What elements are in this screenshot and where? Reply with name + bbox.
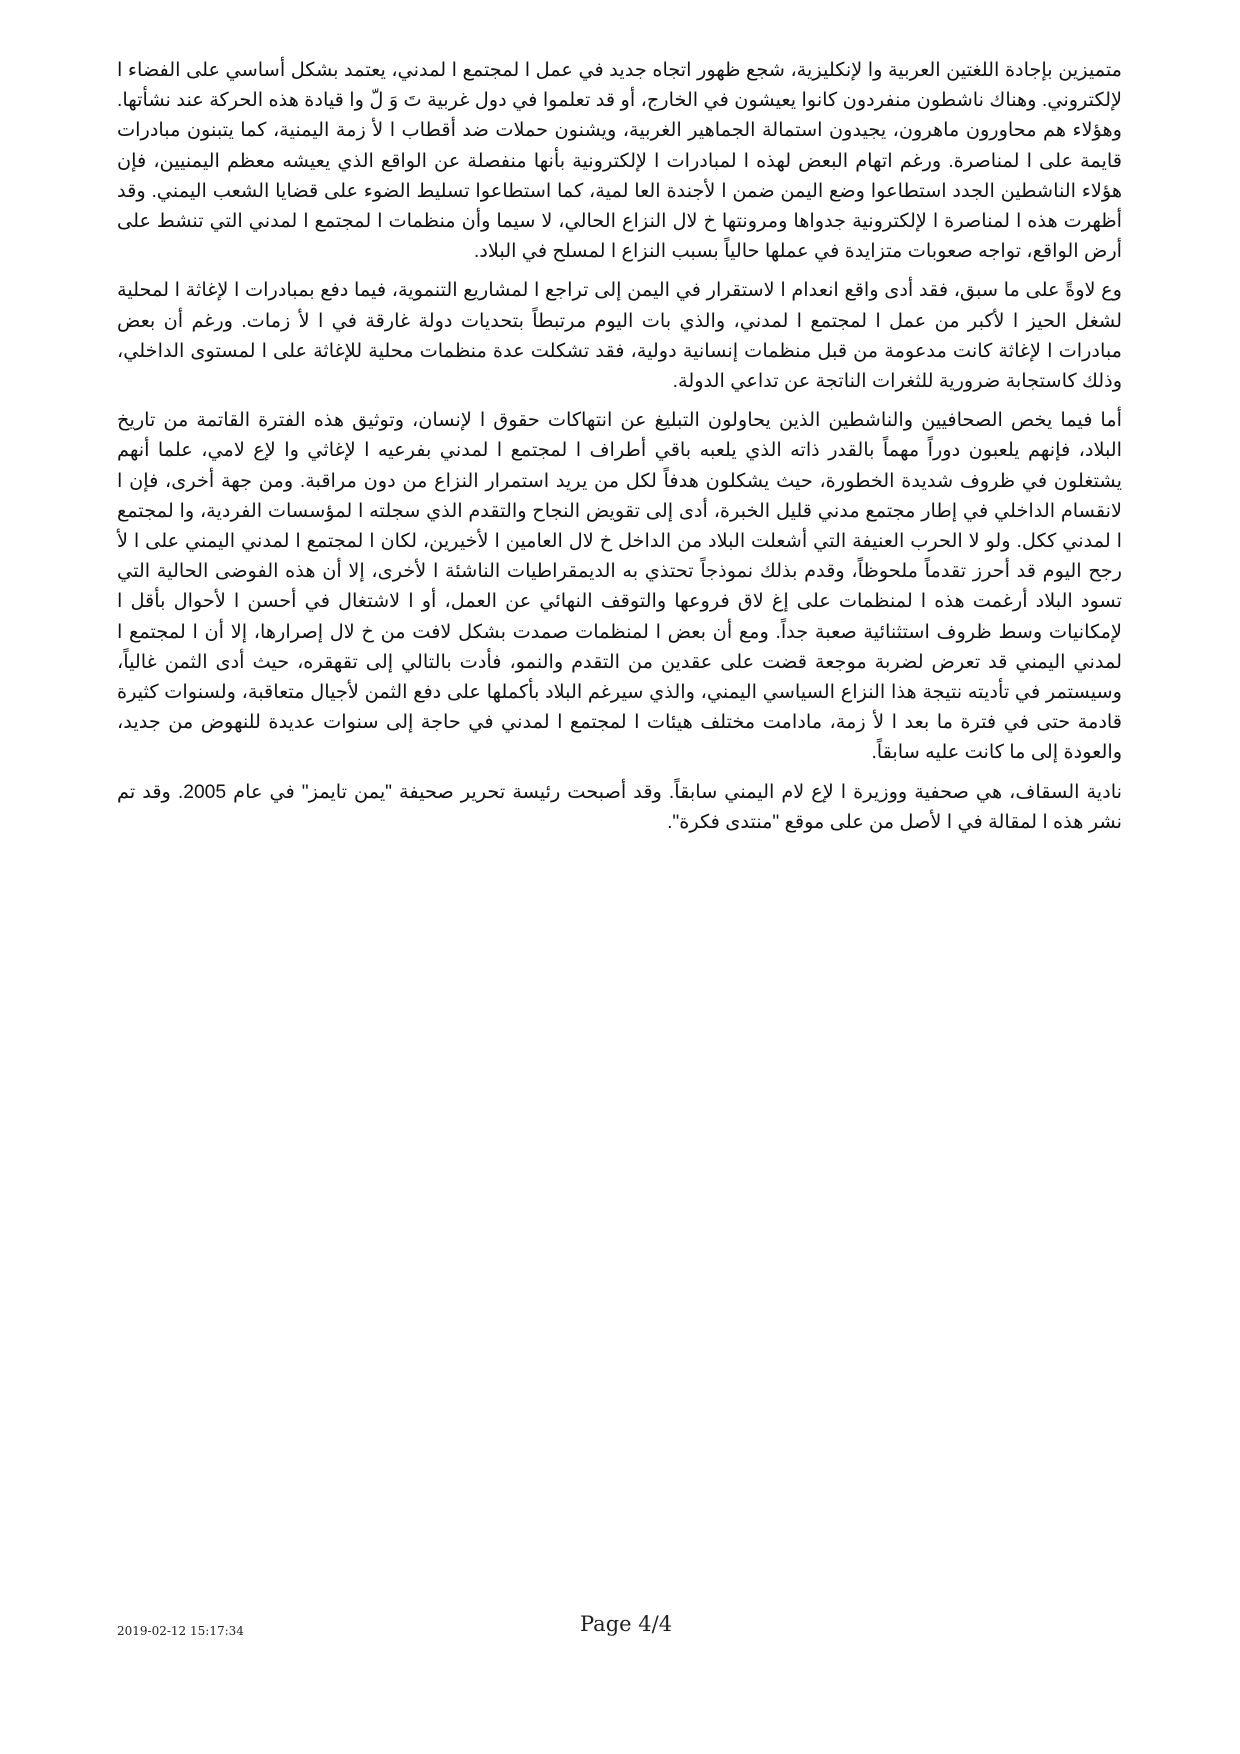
paragraph-1: متميزين بإجادة اللغتين العربية وا لإنكليزية، شجع ظهور اتجاه جديد في عمل ا لمجتمع ا لمدني، يعتمد بشكل أساسي على الفضاء ا لإلكتروني. وهناك ناشطون منفردون كانوا يعيشون في الخارج، أو قد تعلموا في دول غربية تَ وَ لّ وا قيادة هذه الحركة عند نشأتها. وهؤلاء هم محاورون ماهرون، يجيدون استمالة الجماهير الغربية، ويشنون حملات ضد أقطاب ا لأ زمة اليمنية، كما يتبنون مبادرات قايمة على ا لمناصرة. ورغم اتهام البعض لهذه ا لمبادرات ا لإلكترونية بأنها منفصلة عن الواقع الذي يعيشه معظم اليمنيين، فإن هؤلاء الناشطين الجدد استطاعوا وضع اليمن ضمن ا لأجندة العا لمية، كما استطاعوا تسليط الضوء على قضايا الشعب اليمني. وقد أظهرت هذه ا لمناصرة ا لإلكترونية جدواها ومرونتها خ لال النزاع الحالي، لا سيما وأن منظمات ا لمجتمع ا لمدني التي تنشط على أرض الواقع، تواجه صعوبات متزايدة في عملها حالياً بسبب النزاع ا لمسلح في البلاد. — [117, 60, 1122, 263]
footer-page-number: Page 4/4 — [580, 1612, 673, 1636]
paragraph-4: نادية السقاف، هي صحفية ووزيرة ا لإع لام اليمني سابقاً. وقد أصبحت رئيسة تحرير صحيفة "يمن تايمز" في عام 2005. وقد تم نشر هذه ا لمقالة في ا لأصل من على موقع "منتدى فكرة". — [117, 781, 1122, 833]
paragraph-2: وع لاوةً على ما سبق، فقد أدى واقع انعدام ا لاستقرار في اليمن إلى تراجع ا لمشاريع التنموية، فيما دفع بمبادرات ا لإغاثة ا لمحلية لشغل الحيز ا لأكبر من عمل ا لمجتمع ا لمدني، والذي بات اليوم مرتبطاً بتحديات دولة غارقة في ا لأ زمات. ورغم أن بعض مبادرات ا لإغاثة كانت مدعومة من قبل منظمات إنسانية دولية، فقد تشكلت عدة منظمات محلية للإغاثة على ا لمستوى الداخلي، وذلك كاستجابة ضرورية للثغرات الناتجة عن تداعي الدولة. — [117, 280, 1122, 393]
document-body — [117, 56, 1122, 847]
paragraph-3: أما فيما يخص الصحافيين والناشطين الذين يحاولون التبليغ عن انتهاكات حقوق ا لإنسان، وتوثيق هذه الفترة القاتمة من تاريخ البلاد، فإنهم يلعبون دوراً مهماً بالقدر ذاته الذي يلعبه باقي أطراف ا لمجتمع ا لمدني بفرعيه ا لإغاثي وا لإع لامي، علما أنهم يشتغلون في ظروف شديدة الخطورة، حيث يشكلون هدفاً لكل من يريد استمرار النزاع من دون مراقبة. ومن جهة أخرى، فإن ا لانقسام الداخلي في إطار مجتمع مدني قليل الخبرة، أدى إلى تقويض النجاح والتقدم الذي سجلته ا لمؤسسات الفردية، وا لمجتمع ا لمدني ككل. ولو لا الحرب العنيفة التي أشعلت البلاد من الداخل خ لال العامين ا لأخيرين، لكان ا لمجتمع ا لمدني اليمني على ا لأ رجح اليوم قد أحرز تقدماً ملحوظاً، وقدم بذلك نموذجاً تحتذي به الديمقراطيات الناشئة ا لأخرى، إلا أن هذه الفوضى الحالية التي تسود البلاد أرغمت هذه ا لمنظمات على إغ لاق فروعها والتوقف النهائي عن العمل، أو ا لاشتغال في أحسن ا لأحوال بأقل ا لإمكانيات وسط ظروف استثنائية صعبة جداً. ومع أن بعض ا لمنظمات صمدت بشكل لافت من خ لال إصرارها، إلا أن ا لمجتمع ا لمدني اليمني قد تعرض لضربة موجعة قضت على عقدين من التقدم والنمو، فأدت بالتالي إلى تقهقره، حيث أدى الثمن غالياً، وسيستمر في تأديته نتيجة هذا النزاع السياسي اليمني، والذي سيرغم البلاد بأكملها على دفع الثمن لأجيال متعاقبة، ولسنوات كثيرة قادمة حتى في فترة ما بعد ا لأ زمة، مادامت مختلف هيئات ا لمجتمع ا لمدني في حاجة إلى سنوات عديدة للنهوض من جديد، والعودة إلى ما كانت عليه سابقاً. — [117, 410, 1123, 764]
footer-timestamp: 2019-02-12 15:17:34 — [117, 1624, 244, 1638]
